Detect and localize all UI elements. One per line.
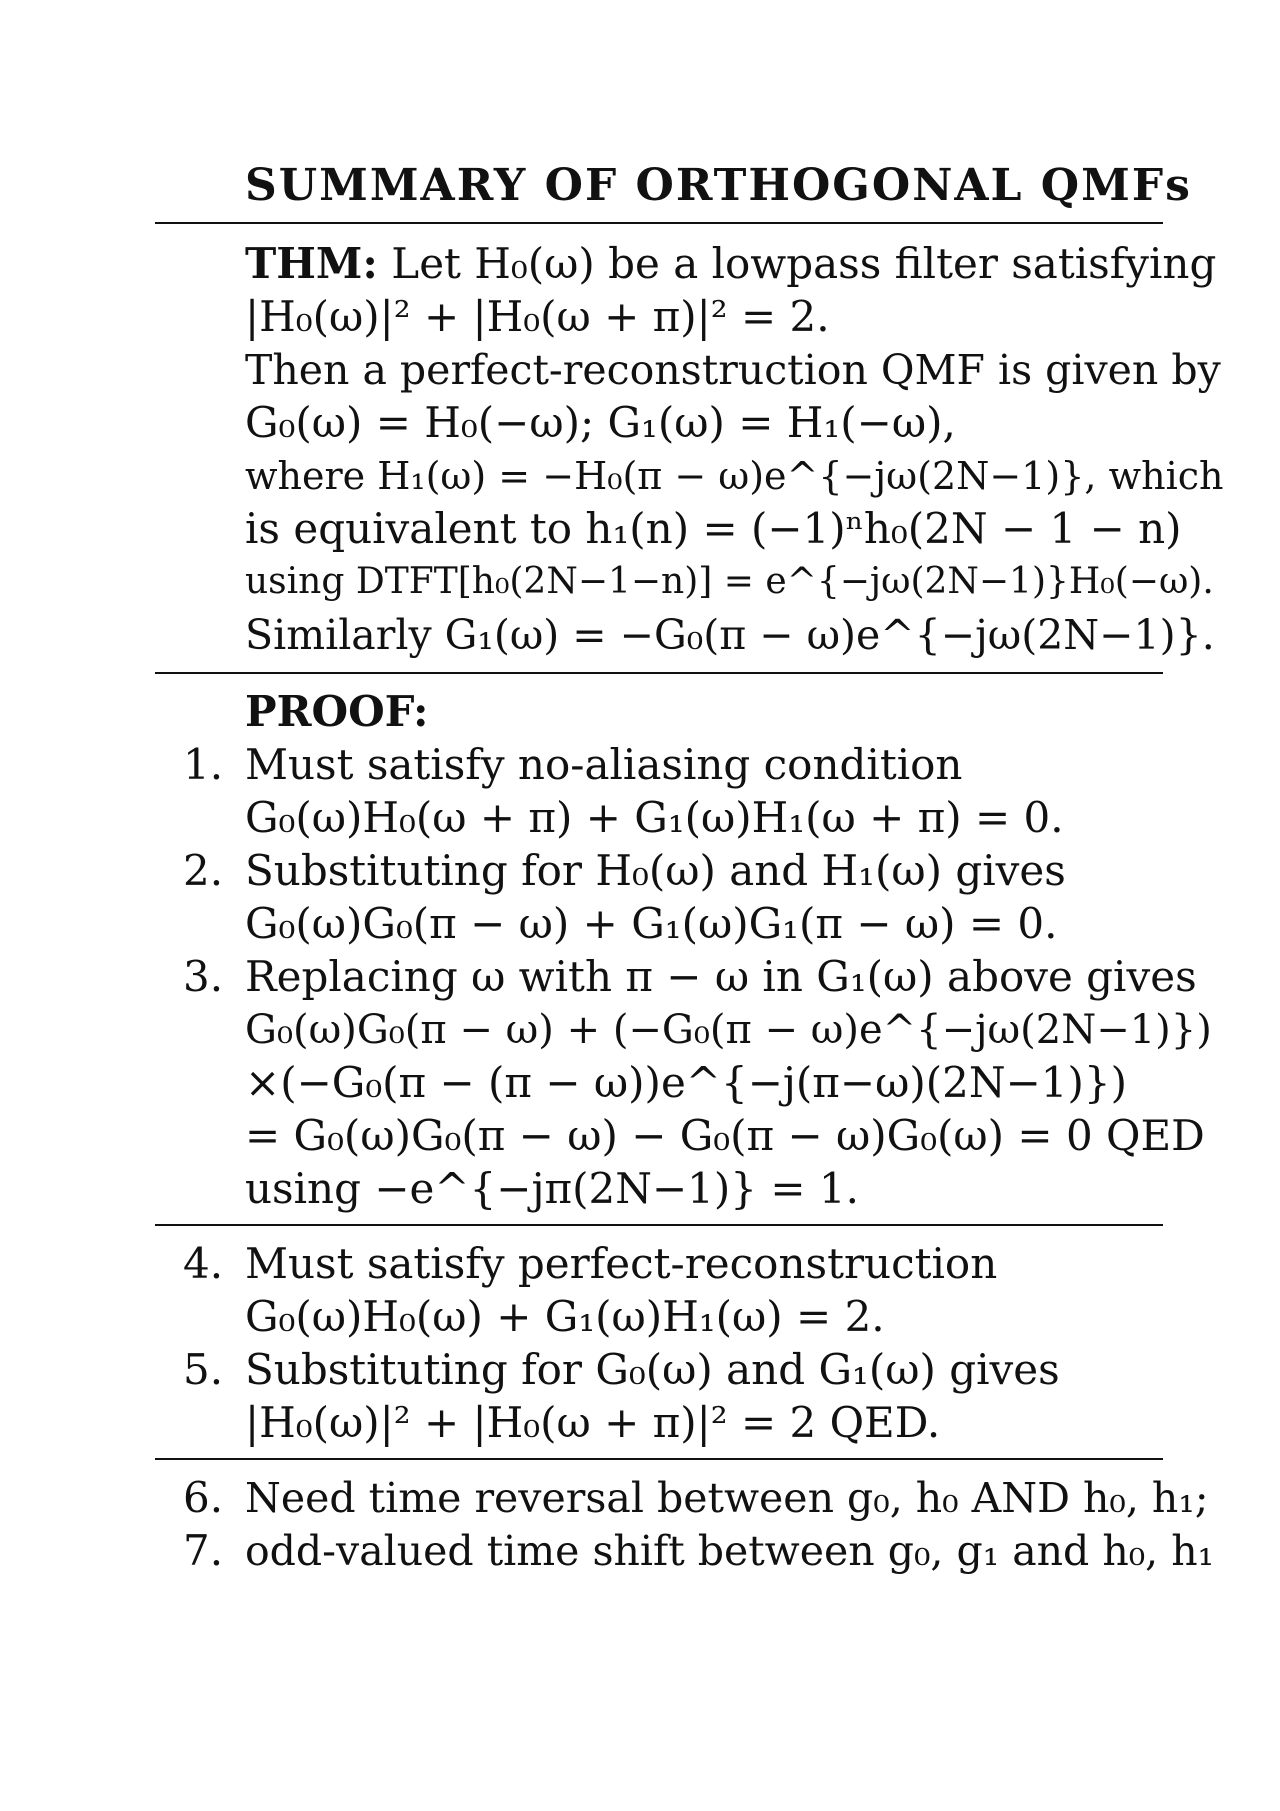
divider — [155, 222, 1163, 224]
thm-line: using DTFT[h₀(2N−1−n)] = e^{−jω(2N−1)}H₀(−ω). — [245, 561, 1214, 602]
step-number: 5. — [183, 1345, 224, 1394]
proof-label-text: PROOF: — [245, 687, 429, 736]
page-title: SUMMARY OF ORTHOGONAL QMFs — [245, 160, 1192, 211]
divider — [155, 672, 1163, 674]
step-line: odd-valued time shift between g₀, g₁ and h₀, h₁ — [245, 1527, 1215, 1575]
step-line: Substituting for G₀(ω) and G₁(ω) gives — [245, 1345, 1060, 1394]
thm-label: THM: — [245, 239, 378, 288]
step-line: Replacing ω with π − ω in G₁(ω) above gives — [245, 952, 1197, 1001]
step-line: G₀(ω)G₀(π − ω) + (−G₀(π − ω)e^{−jω(2N−1)}) — [245, 1007, 1212, 1053]
thm-line: Similarly G₁(ω) = −G₀(π − ω)e^{−jω(2N−1)}. — [245, 611, 1215, 659]
step-number: 2. — [183, 846, 224, 895]
thm-line — [245, 238, 1216, 290]
step-line: Substituting for H₀(ω) and H₁(ω) gives — [245, 846, 1066, 895]
thm-line: Then a perfect-reconstruction QMF is given by — [245, 346, 1221, 394]
thm-line: is equivalent to h₁(n) = (−1)ⁿh₀(2N − 1 − n) — [245, 504, 1182, 553]
step-line: ×(−G₀(π − (π − ω))e^{−j(π−ω)(2N−1)}) — [245, 1058, 1127, 1107]
thm-line: where H₁(ω) = −H₀(π − ω)e^{−jω(2N−1)}, which — [245, 454, 1224, 498]
step-line: Must satisfy no-aliasing condition — [245, 740, 963, 789]
thm-text: Let H₀(ω) be a lowpass filter satisfying — [391, 239, 1217, 288]
step-line: Must satisfy perfect-reconstruction — [245, 1239, 998, 1288]
thm-line: G₀(ω) = H₀(−ω); G₁(ω) = H₁(−ω), — [245, 398, 956, 447]
step-number: 3. — [183, 952, 224, 1001]
divider — [155, 1224, 1163, 1226]
thm-line: |H₀(ω)|² + |H₀(ω + π)|² = 2. — [245, 292, 830, 341]
step-number: 7. — [183, 1526, 224, 1575]
step-number: 1. — [183, 740, 224, 789]
divider — [155, 1458, 1163, 1460]
step-line: G₀(ω)H₀(ω) + G₁(ω)H₁(ω) = 2. — [245, 1292, 885, 1341]
step-line: = G₀(ω)G₀(π − ω) − G₀(π − ω)G₀(ω) = 0 QED — [245, 1111, 1205, 1160]
step-line: using −e^{−jπ(2N−1)} = 1. — [245, 1164, 859, 1213]
step-line: |H₀(ω)|² + |H₀(ω + π)|² = 2 QED. — [245, 1398, 941, 1447]
proof-label — [245, 686, 428, 738]
step-number: 4. — [183, 1239, 224, 1288]
step-line: G₀(ω)H₀(ω + π) + G₁(ω)H₁(ω + π) = 0. — [245, 793, 1064, 842]
step-number: 6. — [183, 1473, 224, 1522]
step-line: G₀(ω)G₀(π − ω) + G₁(ω)G₁(π − ω) = 0. — [245, 899, 1058, 948]
step-line: Need time reversal between g₀, h₀ AND h₀, h₁; — [245, 1474, 1209, 1522]
